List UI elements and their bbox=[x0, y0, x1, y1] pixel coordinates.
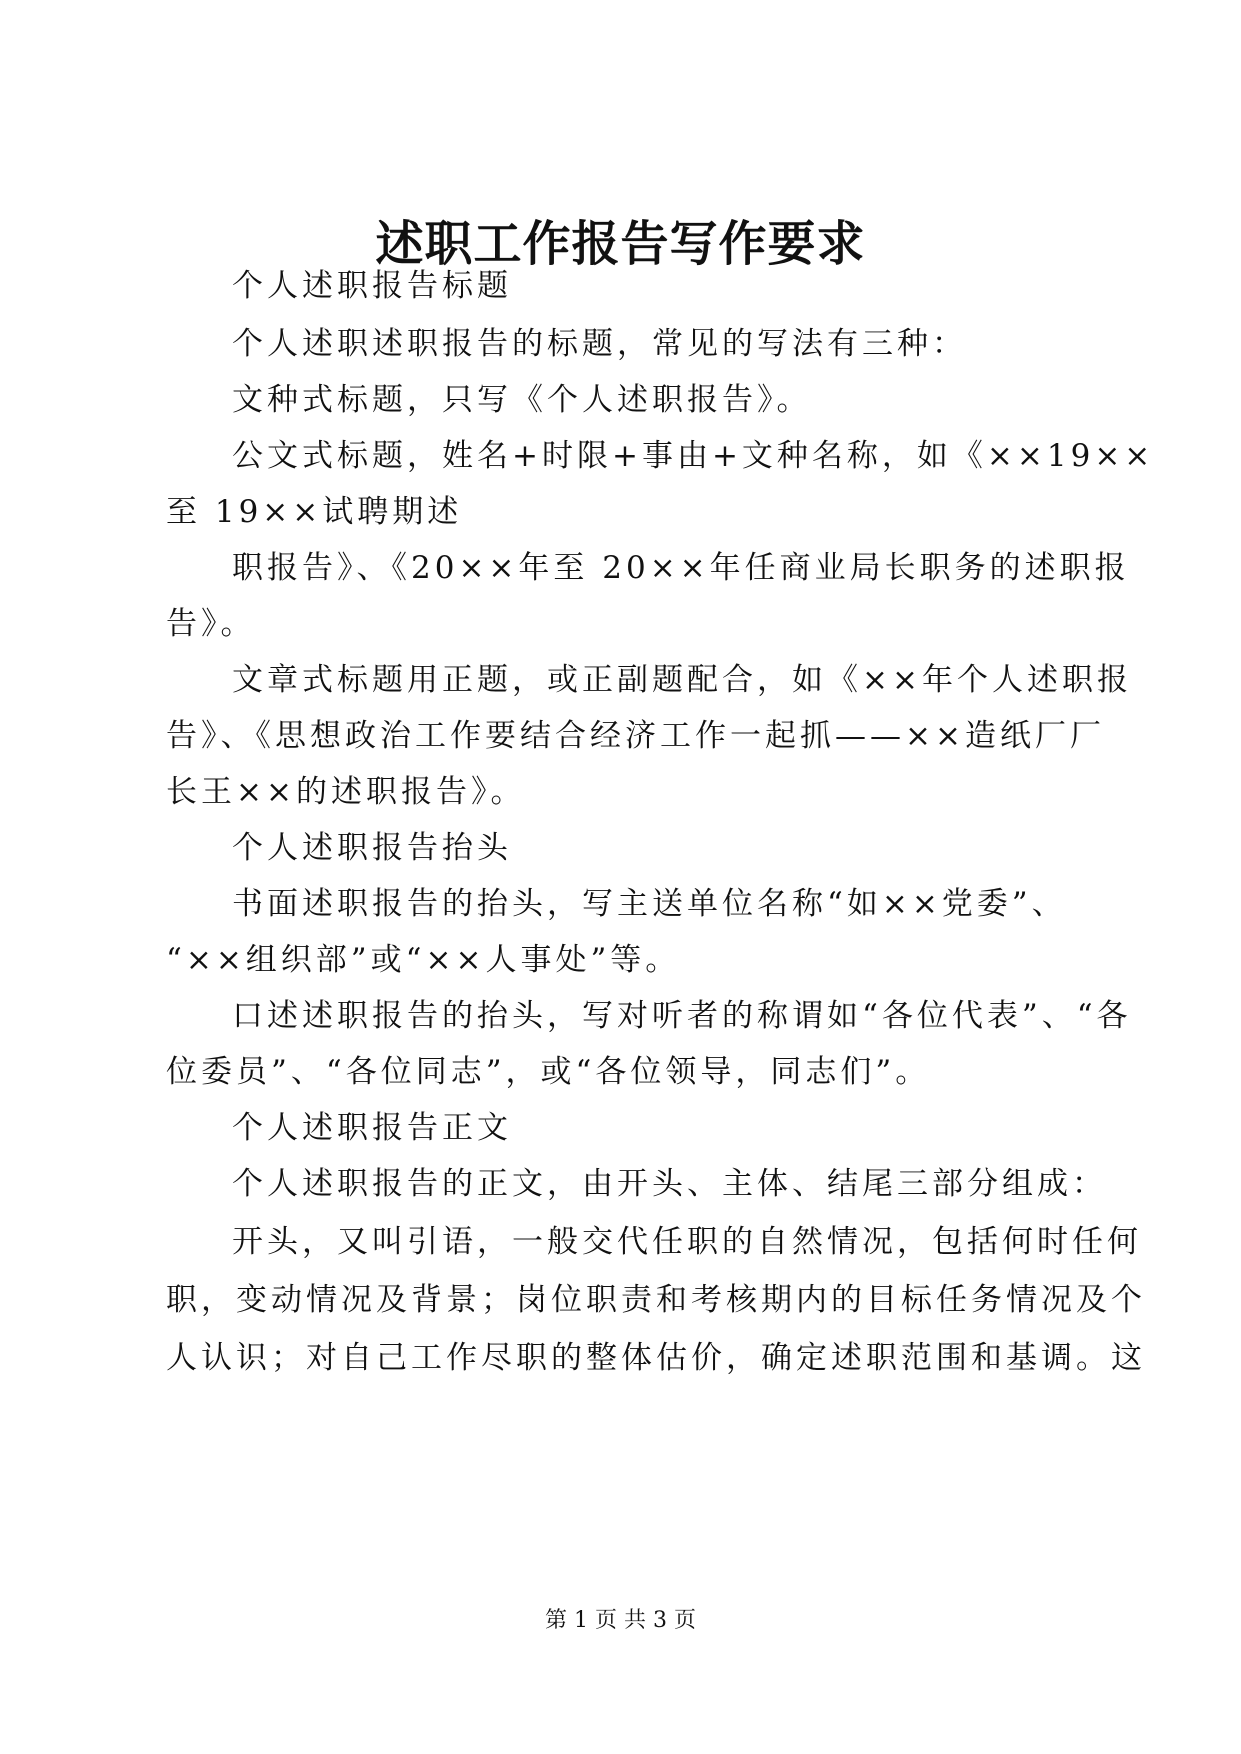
section-heading-header: 个人述职报告抬头 bbox=[232, 830, 512, 866]
paragraph-line: 个人述职报告的正文，由开头、主体、结尾三部分组成： bbox=[232, 1166, 1107, 1202]
paragraph-line: 文章式标题用正题，或正副题配合，如《××年个人述职报 bbox=[232, 662, 1132, 698]
section-heading-body: 个人述职报告正文 bbox=[232, 1110, 512, 1146]
paragraph-line: 位委员”、“各位同志”，或“各位领导，同志们”。 bbox=[166, 1054, 931, 1090]
paragraph-line: 口述述职报告的抬头，写对听者的称谓如“各位代表”、“各 bbox=[232, 998, 1132, 1034]
document-title: 述职工作报告写作要求 bbox=[375, 216, 866, 272]
paragraph-line: 书面述职报告的抬头，写主送单位名称“如××党委”、 bbox=[232, 886, 1067, 922]
paragraph-line: 职，变动情况及背景；岗位职责和考核期内的目标任务情况及个 bbox=[166, 1282, 1146, 1318]
paragraph-line: 长王××的述职报告》。 bbox=[166, 774, 526, 810]
paragraph-line: 人认识；对自己工作尽职的整体估价，确定述职范围和基调。这 bbox=[166, 1340, 1146, 1376]
paragraph-line: 告》、《思想政治工作要结合经济工作一起抓——××造纸厂厂 bbox=[166, 718, 1105, 754]
paragraph-line: 个人述职述职报告的标题，常见的写法有三种： bbox=[232, 326, 967, 362]
paragraph-line: 公文式标题，姓名+时限+事由+文种名称，如《××19×× bbox=[232, 438, 1155, 474]
paragraph-line: 至 19××试聘期述 bbox=[166, 494, 463, 530]
paragraph-line: 职报告》、《20××年至 20××年任商业局长职务的述职报 bbox=[232, 550, 1130, 586]
page-number-footer: 第 1 页 共 3 页 bbox=[545, 1608, 696, 1633]
paragraph-line: 文种式标题，只写《个人述职报告》。 bbox=[232, 382, 812, 418]
paragraph-line: “××组织部”或“××人事处”等。 bbox=[166, 942, 681, 978]
paragraph-line: 开头，又叫引语，一般交代任职的自然情况，包括何时任何 bbox=[232, 1224, 1142, 1260]
paragraph-line: 告》。 bbox=[166, 606, 256, 642]
section-heading-title: 个人述职报告标题 bbox=[232, 268, 512, 304]
